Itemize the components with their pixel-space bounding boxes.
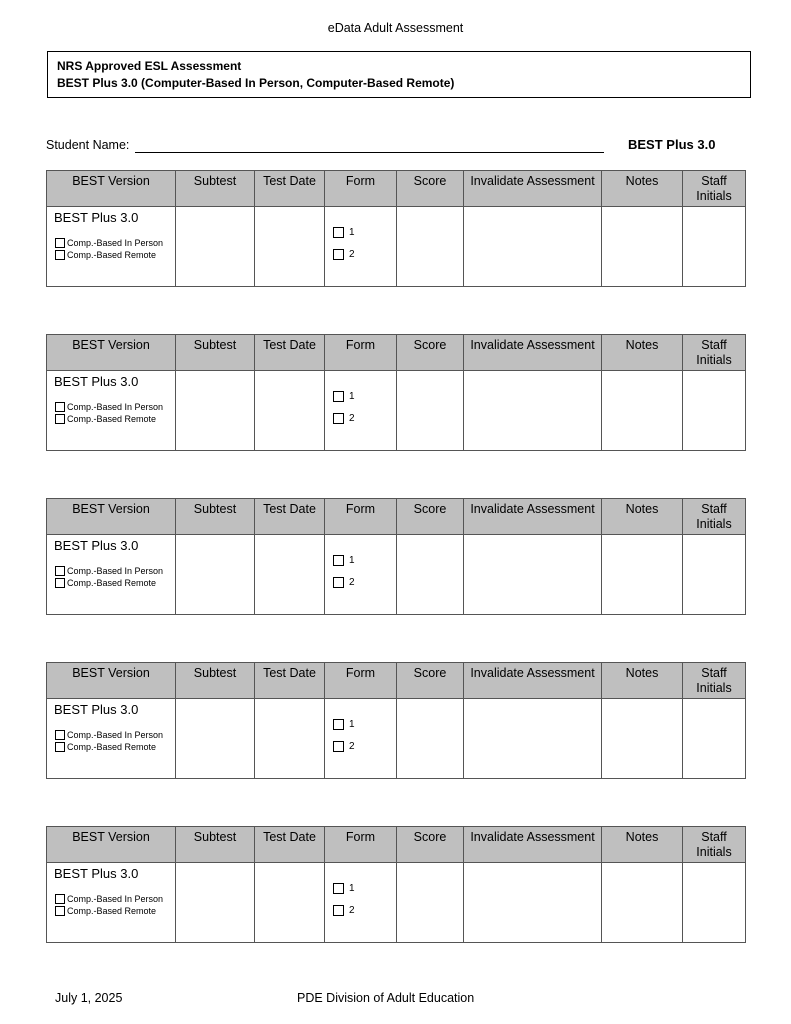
student-name-row (46, 138, 716, 156)
table-row (47, 535, 746, 615)
staff-initials-cell[interactable] (683, 699, 746, 779)
column-header-notes: Notes (602, 663, 683, 699)
version-option-label: Comp.-Based Remote (67, 250, 157, 260)
column-header-form: Form (325, 171, 397, 207)
column-header-staff-initials: Staff Initials (683, 827, 746, 863)
checkbox[interactable] (55, 906, 65, 916)
form-option-label: 2 (349, 248, 355, 260)
best-version-cell (47, 371, 176, 451)
checkbox[interactable] (333, 555, 344, 566)
checkbox[interactable] (55, 566, 65, 576)
version-option (55, 905, 175, 917)
column-header-best-version: BEST Version (47, 663, 176, 699)
column-header-subtest: Subtest (176, 499, 255, 535)
assessment-title-line1: NRS Approved ESL Assessment (57, 59, 242, 73)
form-option-label: 1 (349, 882, 355, 894)
best-version-cell (47, 207, 176, 287)
invalidate-assessment-cell[interactable] (464, 371, 602, 451)
form-option-label: 1 (349, 718, 355, 730)
column-header-staff-initials: Staff Initials (683, 335, 746, 371)
version-option (55, 249, 175, 261)
checkbox[interactable] (55, 414, 65, 424)
assessment-table (46, 170, 746, 287)
footer-date: July 1, 2025 (55, 991, 123, 1005)
form-option (333, 407, 396, 429)
table-row (47, 863, 746, 943)
table-row (47, 207, 746, 287)
table-row (47, 699, 746, 779)
best-version-cell (47, 699, 176, 779)
form-option (333, 243, 396, 265)
notes-cell[interactable] (602, 535, 683, 615)
column-header-best-version: BEST Version (47, 335, 176, 371)
notes-cell[interactable] (602, 863, 683, 943)
version-option (55, 893, 175, 905)
checkbox[interactable] (55, 894, 65, 904)
form-cell (325, 863, 397, 943)
test-date-cell[interactable] (255, 207, 325, 287)
column-header-test-date: Test Date (255, 663, 325, 699)
column-header-test-date: Test Date (255, 827, 325, 863)
column-header-notes: Notes (602, 335, 683, 371)
column-header-invalidate-assessment: Invalidate Assessment (464, 335, 602, 371)
form-option-label: 1 (349, 554, 355, 566)
column-header-subtest: Subtest (176, 827, 255, 863)
form-option (333, 877, 396, 899)
invalidate-assessment-cell[interactable] (464, 207, 602, 287)
staff-initials-cell[interactable] (683, 535, 746, 615)
version-option-label: Comp.-Based In Person (67, 566, 164, 576)
version-option-label: Comp.-Based In Person (67, 894, 164, 904)
column-header-invalidate-assessment: Invalidate Assessment (464, 663, 602, 699)
score-cell[interactable] (397, 699, 464, 779)
checkbox[interactable] (333, 391, 344, 402)
score-cell[interactable] (397, 863, 464, 943)
version-option-label: Comp.-Based Remote (67, 742, 157, 752)
checkbox[interactable] (55, 402, 65, 412)
column-header-score: Score (397, 663, 464, 699)
version-option (55, 401, 175, 413)
form-option-label: 2 (349, 576, 355, 588)
form-cell (325, 535, 397, 615)
column-header-test-date: Test Date (255, 335, 325, 371)
form-option (333, 571, 396, 593)
checkbox[interactable] (333, 741, 344, 752)
test-date-cell[interactable] (255, 371, 325, 451)
form-option (333, 385, 396, 407)
assessment-title-line2: BEST Plus 3.0 (Computer-Based In Person, Computer-Based Remote) (57, 76, 455, 90)
version-option-label: Comp.-Based In Person (67, 238, 164, 248)
column-header-invalidate-assessment: Invalidate Assessment (464, 499, 602, 535)
score-cell[interactable] (397, 371, 464, 451)
test-date-cell[interactable] (255, 863, 325, 943)
column-header-form: Form (325, 335, 397, 371)
column-header-best-version: BEST Version (47, 499, 176, 535)
version-option-label: Comp.-Based Remote (67, 906, 157, 916)
version-option (55, 565, 175, 577)
column-header-form: Form (325, 663, 397, 699)
checkbox[interactable] (55, 742, 65, 752)
subtest-cell[interactable] (176, 699, 255, 779)
column-header-form: Form (325, 499, 397, 535)
checkbox[interactable] (55, 730, 65, 740)
checkbox[interactable] (333, 227, 344, 238)
form-option-label: 1 (349, 390, 355, 402)
assessment-table (46, 334, 746, 451)
version-title: BEST Plus 3.0 (54, 210, 139, 225)
staff-initials-cell[interactable] (683, 863, 746, 943)
version-option (55, 741, 175, 753)
version-option (55, 577, 175, 589)
test-name-heading: BEST Plus 3.0 (628, 137, 716, 152)
column-header-notes: Notes (602, 827, 683, 863)
best-version-cell (47, 535, 176, 615)
version-option-label: Comp.-Based In Person (67, 730, 164, 740)
footer-org: PDE Division of Adult Education (297, 991, 475, 1005)
staff-initials-cell[interactable] (683, 207, 746, 287)
table-row (47, 371, 746, 451)
form-option-label: 2 (349, 412, 355, 424)
checkbox[interactable] (55, 578, 65, 588)
checkbox[interactable] (333, 719, 344, 730)
version-title: BEST Plus 3.0 (54, 538, 139, 553)
checkbox[interactable] (333, 577, 344, 588)
column-header-score: Score (397, 335, 464, 371)
checkbox[interactable] (333, 413, 344, 424)
form-option-label: 2 (349, 740, 355, 752)
checkbox[interactable] (333, 905, 344, 916)
subtest-cell[interactable] (176, 535, 255, 615)
column-header-test-date: Test Date (255, 171, 325, 207)
form-option (333, 221, 396, 243)
version-option-label: Comp.-Based Remote (67, 578, 157, 588)
subtest-cell[interactable] (176, 207, 255, 287)
column-header-invalidate-assessment: Invalidate Assessment (464, 827, 602, 863)
best-version-cell (47, 863, 176, 943)
notes-cell[interactable] (602, 371, 683, 451)
version-option-label: Comp.-Based Remote (67, 414, 157, 424)
version-title: BEST Plus 3.0 (54, 374, 139, 389)
column-header-subtest: Subtest (176, 171, 255, 207)
version-option (55, 237, 175, 249)
invalidate-assessment-cell[interactable] (464, 863, 602, 943)
version-option (55, 729, 175, 741)
column-header-score: Score (397, 827, 464, 863)
invalidate-assessment-cell[interactable] (464, 535, 602, 615)
column-header-test-date: Test Date (255, 499, 325, 535)
column-header-best-version: BEST Version (47, 827, 176, 863)
column-header-form: Form (325, 827, 397, 863)
column-header-subtest: Subtest (176, 663, 255, 699)
invalidate-assessment-cell[interactable] (464, 699, 602, 779)
subtest-cell[interactable] (176, 863, 255, 943)
assessment-table (46, 826, 746, 943)
checkbox[interactable] (333, 249, 344, 260)
form-cell (325, 371, 397, 451)
subtest-cell[interactable] (176, 371, 255, 451)
column-header-notes: Notes (602, 171, 683, 207)
assessment-title-box (47, 51, 751, 98)
version-title: BEST Plus 3.0 (54, 702, 139, 717)
column-header-score: Score (397, 171, 464, 207)
column-header-staff-initials: Staff Initials (683, 663, 746, 699)
column-header-invalidate-assessment: Invalidate Assessment (464, 171, 602, 207)
test-date-cell[interactable] (255, 699, 325, 779)
page-header: eData Adult Assessment (327, 21, 464, 35)
form-option (333, 713, 396, 735)
column-header-notes: Notes (602, 499, 683, 535)
form-option-label: 2 (349, 904, 355, 916)
test-date-cell[interactable] (255, 535, 325, 615)
form-option-label: 1 (349, 226, 355, 238)
form-option (333, 549, 396, 571)
assessment-table (46, 662, 746, 779)
column-header-staff-initials: Staff Initials (683, 499, 746, 535)
column-header-staff-initials: Staff Initials (683, 171, 746, 207)
checkbox[interactable] (55, 238, 65, 248)
form-option (333, 899, 396, 921)
version-option (55, 413, 175, 425)
checkbox[interactable] (333, 883, 344, 894)
checkbox[interactable] (55, 250, 65, 260)
form-cell (325, 207, 397, 287)
student-name-label: Student Name: (46, 138, 130, 152)
form-option (333, 735, 396, 757)
column-header-best-version: BEST Version (47, 171, 176, 207)
student-name-field[interactable] (135, 152, 604, 153)
notes-cell[interactable] (602, 207, 683, 287)
form-cell (325, 699, 397, 779)
notes-cell[interactable] (602, 699, 683, 779)
column-header-subtest: Subtest (176, 335, 255, 371)
column-header-score: Score (397, 499, 464, 535)
score-cell[interactable] (397, 207, 464, 287)
assessment-table (46, 498, 746, 615)
score-cell[interactable] (397, 535, 464, 615)
staff-initials-cell[interactable] (683, 371, 746, 451)
version-title: BEST Plus 3.0 (54, 866, 139, 881)
version-option-label: Comp.-Based In Person (67, 402, 164, 412)
